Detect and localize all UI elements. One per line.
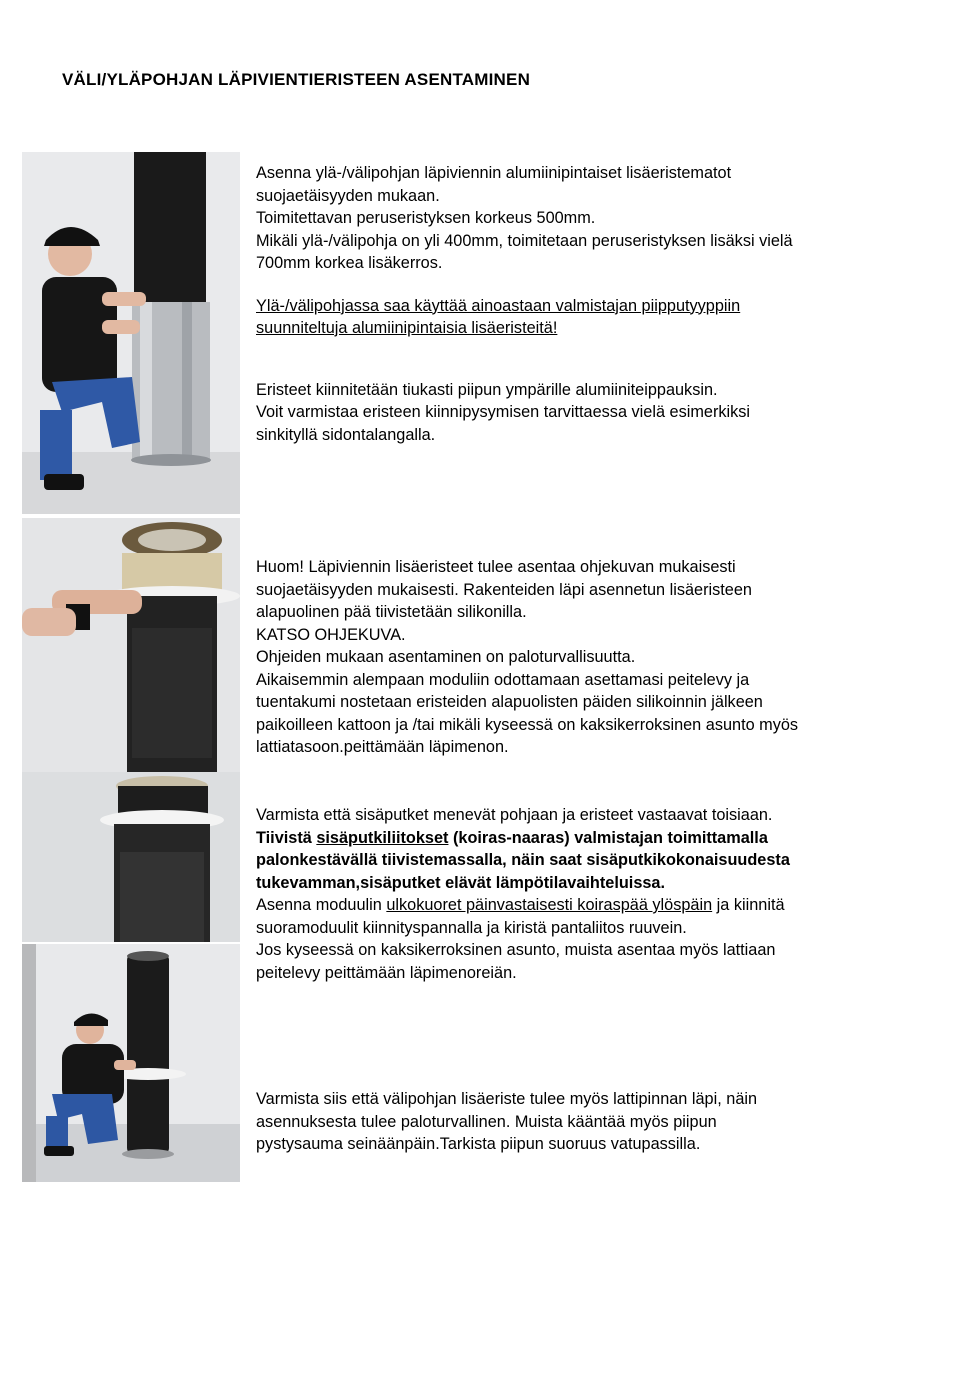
instruction-line: Varmista että sisäputket menevät pohjaan ja eristeet vastaavat toisiaan. — [256, 806, 773, 824]
instruction-line: suoramoduulit kiinnityspannalla ja kiristä pantaliitos ruuvein. — [256, 918, 687, 937]
instruction-line: Voit varmistaa eristeen kiinnipysymisen tarvittaessa vielä esimerkiksi — [256, 403, 751, 421]
bold-text: Tiivistä — [256, 828, 317, 847]
instruction-line: suojaetäisyyden mukaan. — [256, 186, 440, 205]
text-block-joints — [256, 804, 901, 984]
instruction-line: tuentakumi nostetaan eristeiden alapuolisten päiden silikoinnin jälkeen — [256, 693, 763, 711]
instruction-line: peitelevy peittämään läpimenoreiän. — [256, 963, 517, 982]
text-block-sealing — [256, 556, 901, 759]
important-line: tukevamman,sisäputket elävät lämpötilavaihteluissa. — [256, 873, 666, 892]
instruction-line: Jos kyseessä on kaksikerroksinen asunto, muista asentaa myös lattiaan — [256, 941, 776, 959]
text-block-floor — [256, 1088, 901, 1156]
instruction-line: sinkityllä sidontalangalla. — [256, 425, 436, 444]
plain-text: ja kiinnitä — [712, 896, 785, 914]
photo-ceiling-penetration — [22, 518, 240, 772]
instruction-line: Toimitettavan peruseristyksen korkeus 500mm. — [256, 209, 596, 227]
underlined-text: sisäputkiliitokset — [316, 828, 449, 847]
warning-line: Ylä-/välipohjassa saa käyttää ainoastaan valmistajan piipputyyppiin — [256, 296, 741, 315]
instruction-line: 700mm korkea lisäkerros. — [256, 254, 443, 272]
photo-insulation-wrapping — [22, 152, 240, 514]
page-title: VÄLI/YLÄPOHJAN LÄPIVIENTIERISTEEN ASENTAMINEN — [62, 70, 531, 89]
text-block-insulation — [256, 162, 901, 446]
instruction-line: KATSO OHJEKUVA. — [256, 625, 406, 644]
bold-text: (koiras-naaras) valmistajan toimittamalla — [448, 828, 768, 847]
instruction-line: paikoilleen kattoon ja /tai mikäli kyseessä on kaksikerroksinen asunto myös — [256, 715, 799, 734]
photo-floor-penetration — [22, 944, 240, 1182]
instruction-line: lattiatasoon.peittämään läpimenon. — [256, 738, 509, 756]
instruction-line — [256, 894, 901, 917]
instruction-line: alapuolinen pää tiivistetään silikonilla. — [256, 603, 527, 621]
plain-text: Asenna moduulin — [256, 896, 387, 914]
instruction-line: Varmista siis että välipohjan lisäeriste tulee myös lattipinnan läpi, näin — [256, 1090, 758, 1108]
instruction-line: suojaetäisyyden mukaisesti. Rakenteiden läpi asennetun lisäeristeen — [256, 580, 752, 599]
instruction-line: asennuksesta tulee paloturvallinen. Muista kääntää myös piipun — [256, 1112, 717, 1131]
warning-line: suunniteltuja alumiinipintaisia lisäeristeitä! — [256, 319, 558, 337]
instruction-line: Eristeet kiinnitetään tiukasti piipun ympärille alumiiniteippauksin. — [256, 380, 718, 399]
instruction-line: Asenna ylä-/välipohjan läpiviennin alumiinipintaiset lisäeristematot — [256, 164, 732, 182]
important-line — [256, 827, 901, 850]
instruction-line: Mikäli ylä-/välipohja on yli 400mm, toimitetaan peruseristyksen lisäksi vielä — [256, 231, 793, 250]
instruction-line: Aikaisemmin alempaan moduliin odottamaan asettamasi peitelevy ja — [256, 670, 750, 689]
important-line: palonkestävällä tiivistemassalla, näin saat sisäputkikokonaisuudesta — [256, 851, 790, 869]
instruction-line: Huom! Läpiviennin lisäeristeet tulee asentaa ohjekuvan mukaisesti — [256, 558, 736, 576]
photo-chimney-module — [22, 772, 240, 942]
instruction-line: Ohjeiden mukaan asentaminen on paloturvallisuutta. — [256, 648, 636, 666]
underlined-text: ulkokuoret päinvastaisesti koiraspää ylöspäin — [386, 896, 713, 914]
instruction-line: pystysauma seinäänpäin.Tarkista piipun suoruus vatupassilla. — [256, 1135, 701, 1153]
